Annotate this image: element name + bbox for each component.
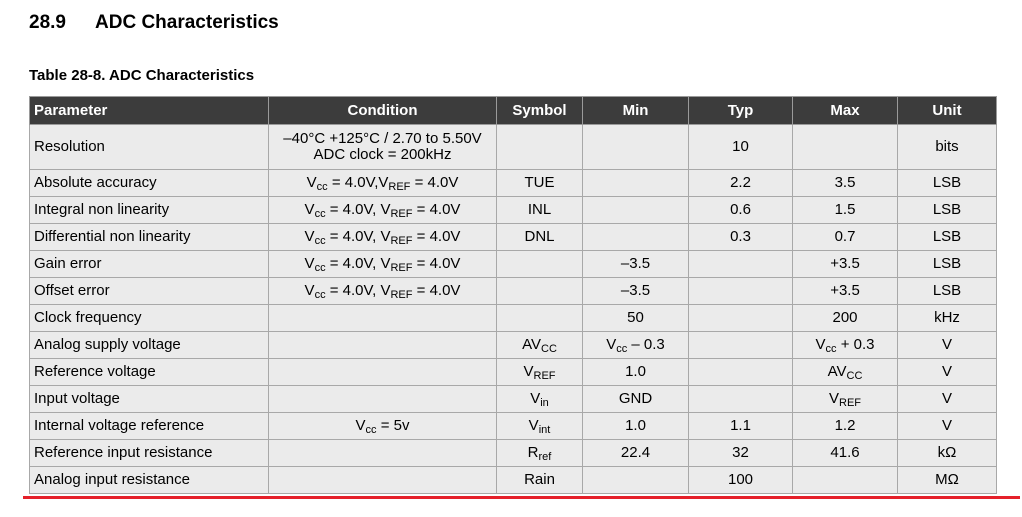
parameter-cell: Input voltage: [30, 386, 269, 413]
min-cell: $V_{cc} - 0.3$: [583, 332, 689, 359]
condition-cell: [269, 467, 497, 494]
condition-cell: $V_{cc} = 4.0V,V_{REF} = 4.0V$: [269, 170, 497, 197]
condition-cell: $V_{cc} = 4.0V$, $V_{REF} = 4.0V$: [269, 224, 497, 251]
unit-cell: V: [898, 332, 997, 359]
max-cell: +3.5: [793, 278, 898, 305]
header-condition: Condition: [269, 97, 497, 125]
parameter-cell: Reference voltage: [30, 359, 269, 386]
table-row: [30, 467, 997, 494]
min-cell: [583, 170, 689, 197]
header-unit: Unit: [898, 97, 997, 125]
condition-cell: $V_{cc} = 4.0V$, $V_{REF} = 4.0V$: [269, 197, 497, 224]
min-cell: [583, 125, 689, 170]
typ-cell: 0.6: [689, 197, 793, 224]
symbol-cell: Rain: [497, 467, 583, 494]
parameter-cell: Reference input resistance: [30, 440, 269, 467]
typ-cell: [689, 278, 793, 305]
unit-cell: LSB: [898, 224, 997, 251]
adc-characteristics-table: [29, 96, 997, 494]
header-symbol: Symbol: [497, 97, 583, 125]
max-cell: 1.2: [793, 413, 898, 440]
typ-cell: [689, 359, 793, 386]
condition-cell: [269, 440, 497, 467]
typ-cell: [689, 332, 793, 359]
max-cell: [793, 467, 898, 494]
table-caption: Table 28-8. ADC Characteristics: [29, 67, 255, 84]
header-min: Min: [583, 97, 689, 125]
unit-cell: MΩ: [898, 467, 997, 494]
typ-cell: [689, 305, 793, 332]
min-cell: [583, 467, 689, 494]
red-underline: [23, 496, 1020, 499]
symbol-cell: TUE: [497, 170, 583, 197]
symbol-cell: $AV_{CC}$: [497, 332, 583, 359]
parameter-cell: Analog input resistance: [30, 467, 269, 494]
symbol-cell: $V_{in}$: [497, 386, 583, 413]
unit-cell: bits: [898, 125, 997, 170]
unit-cell: LSB: [898, 251, 997, 278]
min-cell: [583, 197, 689, 224]
parameter-cell: Internal voltage reference: [30, 413, 269, 440]
typ-cell: 1.1: [689, 413, 793, 440]
typ-cell: 0.3: [689, 224, 793, 251]
min-cell: GND: [583, 386, 689, 413]
symbol-cell: $V_{REF}$: [497, 359, 583, 386]
condition-cell: $V_{cc} = 5v$: [269, 413, 497, 440]
condition-cell: [269, 332, 497, 359]
unit-cell: LSB: [898, 197, 997, 224]
table-row: [30, 224, 997, 251]
max-cell: 3.5: [793, 170, 898, 197]
parameter-cell: Gain error: [30, 251, 269, 278]
condition-cell: [269, 305, 497, 332]
table-row: [30, 278, 997, 305]
max-cell: +3.5: [793, 251, 898, 278]
min-cell: [583, 224, 689, 251]
unit-cell: V: [898, 386, 997, 413]
typ-cell: 32: [689, 440, 793, 467]
condition-cell: [269, 386, 497, 413]
unit-cell: kHz: [898, 305, 997, 332]
typ-cell: 100: [689, 467, 793, 494]
symbol-cell: [497, 251, 583, 278]
max-cell: 0.7: [793, 224, 898, 251]
max-cell: $V_{cc} + 0.3$: [793, 332, 898, 359]
table-row: [30, 359, 997, 386]
condition-cell: $V_{cc} = 4.0V$, $V_{REF} = 4.0V$: [269, 278, 497, 305]
max-cell: 200: [793, 305, 898, 332]
condition-cell: [269, 125, 497, 170]
table-row: [30, 197, 997, 224]
section-number: 28.9: [29, 12, 66, 33]
parameter-cell: Differential non linearity: [30, 224, 269, 251]
typ-cell: 2.2: [689, 170, 793, 197]
min-cell: 50: [583, 305, 689, 332]
parameter-cell: Resolution: [30, 125, 269, 170]
unit-cell: V: [898, 359, 997, 386]
table-row: [30, 386, 997, 413]
min-cell: –3.5: [583, 251, 689, 278]
max-cell: $V_{REF}$: [793, 386, 898, 413]
section-title: ADC Characteristics: [95, 12, 279, 33]
min-cell: –3.5: [583, 278, 689, 305]
unit-cell: kΩ: [898, 440, 997, 467]
parameter-cell: Integral non linearity: [30, 197, 269, 224]
symbol-cell: DNL: [497, 224, 583, 251]
unit-cell: LSB: [898, 278, 997, 305]
parameter-cell: Offset error: [30, 278, 269, 305]
table-header-row: [30, 97, 997, 125]
condition-cell: $V_{cc} = 4.0V$, $V_{REF} = 4.0V$: [269, 251, 497, 278]
max-cell: $AV_{CC}$: [793, 359, 898, 386]
table-row: [30, 332, 997, 359]
parameter-cell: Clock frequency: [30, 305, 269, 332]
min-cell: 1.0: [583, 359, 689, 386]
symbol-cell: [497, 125, 583, 170]
condition-line: ADC clock = 200kHz: [313, 146, 452, 163]
table-row: [30, 125, 997, 170]
header-parameter: Parameter: [30, 97, 269, 125]
symbol-cell: [497, 305, 583, 332]
header-max: Max: [793, 97, 898, 125]
parameter-cell: Absolute accuracy: [30, 170, 269, 197]
parameter-cell: Analog supply voltage: [30, 332, 269, 359]
max-cell: 41.6: [793, 440, 898, 467]
typ-cell: 10: [689, 125, 793, 170]
typ-cell: [689, 386, 793, 413]
symbol-cell: [497, 278, 583, 305]
table-row: [30, 413, 997, 440]
section-heading: [29, 12, 279, 34]
condition-cell: [269, 359, 497, 386]
table-row: [30, 305, 997, 332]
header-typ: Typ: [689, 97, 793, 125]
typ-cell: [689, 251, 793, 278]
symbol-cell: INL: [497, 197, 583, 224]
min-cell: 1.0: [583, 413, 689, 440]
table-row: [30, 170, 997, 197]
symbol-cell: $R_{ref}$: [497, 440, 583, 467]
condition-line: –40°C +125°C / 2.70 to 5.50V: [283, 129, 482, 147]
unit-cell: LSB: [898, 170, 997, 197]
unit-cell: V: [898, 413, 997, 440]
max-cell: [793, 125, 898, 170]
table-row: [30, 440, 997, 467]
max-cell: 1.5: [793, 197, 898, 224]
min-cell: 22.4: [583, 440, 689, 467]
table-row: [30, 251, 997, 278]
symbol-cell: $V_{int}$: [497, 413, 583, 440]
